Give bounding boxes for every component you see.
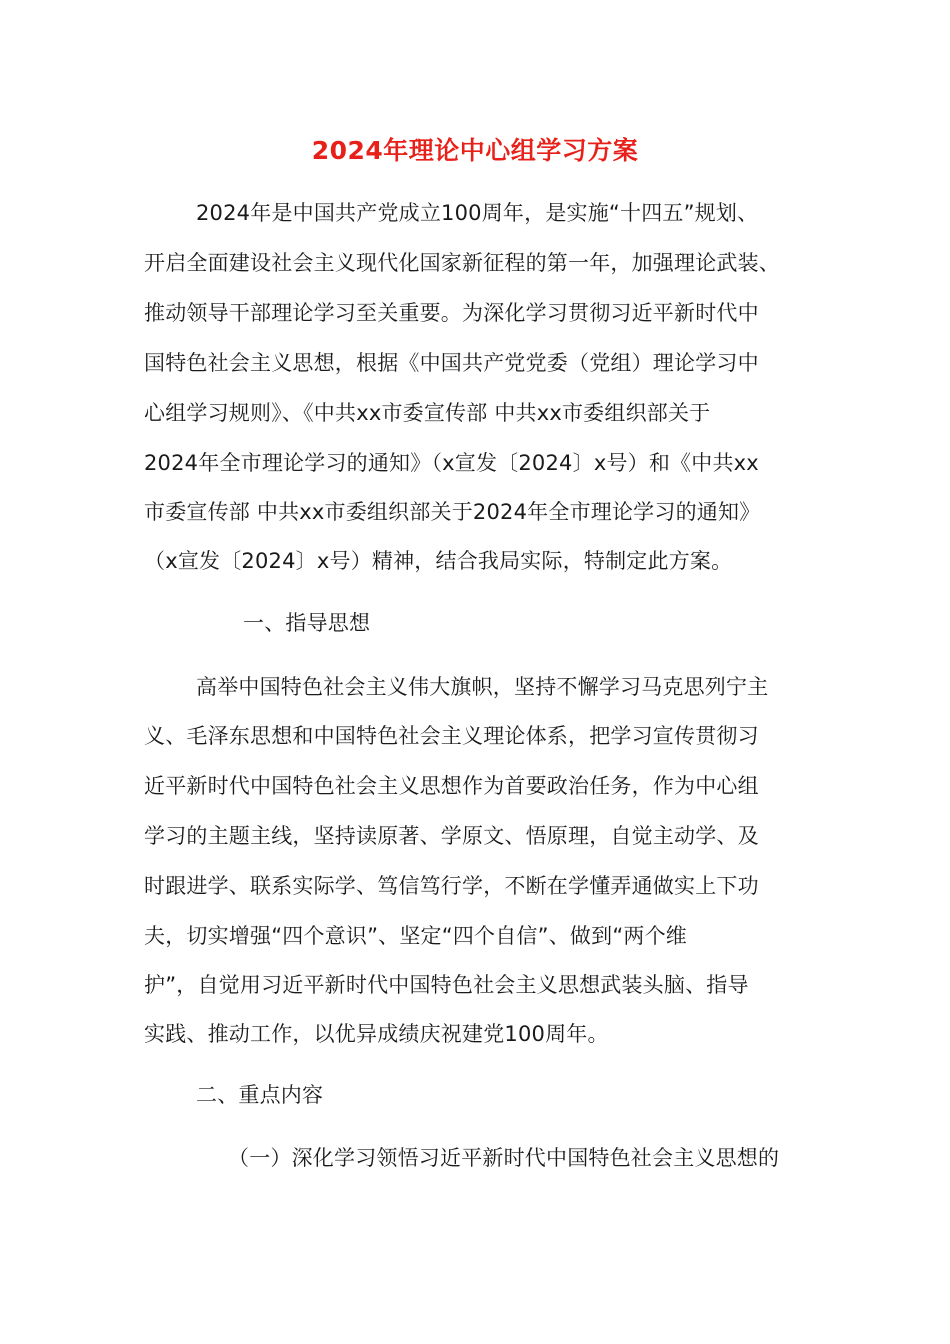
- intro-line: 2024年是中国共产党成立100周年，是实施“十四五”规划、: [196, 201, 759, 225]
- section1-line: 时跟进学、联系实际学、笃信笃行学，不断在学懂弄通做实上下功: [144, 874, 759, 898]
- section1-line: 义、毛泽东思想和中国特色社会主义理论体系，把学习宣传贯彻习: [144, 724, 759, 748]
- section-heading: 一、指导思想: [243, 611, 371, 635]
- intro-line: 心组学习规则》、《中共xx市委宣传部 中共xx市委组织部关于: [144, 401, 711, 425]
- intro-line: 推动领导干部理论学习至关重要。为深化学习贯彻习近平新时代中: [144, 301, 759, 325]
- section1-line: 护”，自觉用习近平新时代中国特色社会主义思想武装头脑、指导: [144, 973, 749, 997]
- intro-line: （x宣发〔2024〕x号）精神，结合我局实际，特制定此方案。: [144, 549, 733, 573]
- intro-line: 2024年全市理论学习的通知》（x宣发〔2024〕x号）和《中共xx: [144, 451, 759, 475]
- subsection-line: （一）深化学习领悟习近平新时代中国特色社会主义思想的: [228, 1146, 780, 1170]
- section1-line: 实践、推动工作，以优异成绩庆祝建党100周年。: [144, 1022, 609, 1046]
- intro-line: 市委宣传部 中共xx市委组织部关于2024年全市理论学习的通知》: [144, 500, 761, 524]
- section1-line: 学习的主题主线，坚持读原著、学原文、悟原理，自觉主动学、及: [144, 824, 759, 848]
- section1-line: 近平新时代中国特色社会主义思想作为首要政治任务，作为中心组: [144, 774, 759, 798]
- intro-line: 国特色社会主义思想，根据《中国共产党党委（党组）理论学习中: [144, 351, 759, 375]
- document-title: 2024年理论中心组学习方案: [311, 136, 639, 165]
- intro-line: 开启全面建设社会主义现代化国家新征程的第一年，加强理论武装、: [144, 251, 780, 275]
- section1-line: 夫，切实增强“四个意识”、坚定“四个自信”、做到“两个维: [144, 924, 687, 948]
- section-heading: 二、重点内容: [196, 1083, 324, 1107]
- section1-line: 高举中国特色社会主义伟大旗帜，坚持不懈学习马克思列宁主: [196, 675, 769, 699]
